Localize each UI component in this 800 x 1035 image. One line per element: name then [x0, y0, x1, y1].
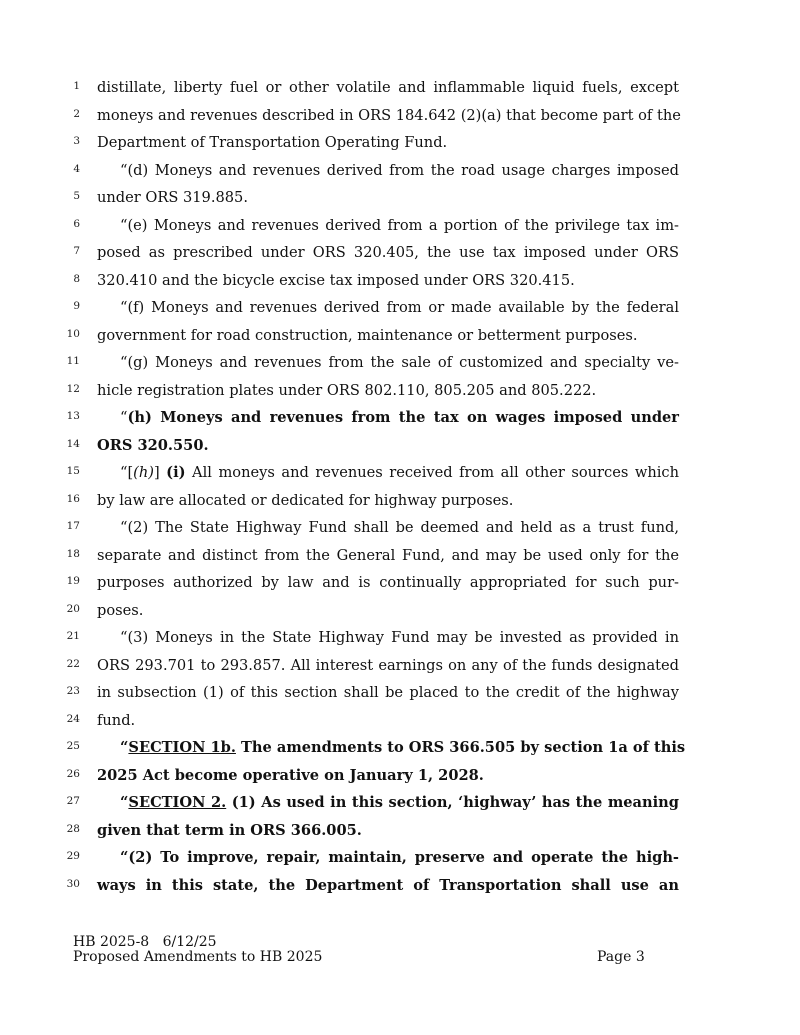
open-quote: “ — [120, 739, 129, 756]
line-number: 15 — [66, 465, 80, 477]
line-number: 30 — [66, 877, 80, 890]
page-number: Page 3 — [597, 949, 645, 965]
line-number: 5 — [73, 190, 80, 202]
bill-number: HB 2025-8 — [73, 934, 150, 950]
line — [0, 377, 800, 405]
line-text: Department of Transportation Operating Fund. — [97, 134, 448, 151]
line — [0, 322, 800, 350]
footer-date: 6/12/25 — [162, 934, 217, 950]
line-text: posed as prescribed under ORS 320.405, the use tax imposed under ORS — [97, 244, 679, 261]
section-text: The amendments to ORS 366.505 by section 1a of this — [235, 739, 686, 756]
deleted-text: (h) — [133, 464, 154, 481]
line-number: 7 — [73, 245, 80, 257]
line — [0, 404, 800, 432]
line-text — [120, 404, 679, 432]
line-number: 11 — [66, 355, 80, 367]
section-heading — [120, 789, 679, 817]
inserted-text: given that term in ORS 366.005. — [97, 821, 362, 839]
line-text: “(3) Moneys in the State Highway Fund may be invested as provided in — [120, 629, 679, 646]
section-heading — [120, 734, 686, 762]
line-text: “(d) Moneys and revenues derived from the road usage charges imposed — [120, 161, 679, 179]
line-text: moneys and revenues described in ORS 184.642 (2)(a) that become part of the — [97, 106, 681, 124]
line-text: separate and distinct from the General Fund, and may be used only for the — [97, 546, 679, 564]
line — [0, 597, 800, 625]
line — [0, 844, 800, 872]
line-number: 1 — [73, 80, 80, 92]
line — [0, 789, 800, 817]
line-number: 20 — [66, 602, 80, 615]
line-number: 6 — [73, 217, 80, 230]
line-text: “(f) Moneys and revenues derived from or made available by the federal — [120, 299, 679, 316]
line-text: “(e) Moneys and revenues derived from a portion of the privilege tax im- — [120, 216, 679, 234]
line — [0, 707, 800, 735]
line-text: poses. — [97, 601, 144, 619]
inserted-text: ORS 320.550. — [97, 436, 209, 454]
line — [0, 157, 800, 185]
footer-subtitle: Proposed Amendments to HB 2025 — [73, 949, 323, 965]
line — [0, 432, 800, 460]
line-text: hicle registration plates under ORS 802.110, 805.205 and 805.222. — [97, 381, 597, 399]
line-text: “(g) Moneys and revenues from the sale of customized and specialty ve- — [120, 354, 679, 371]
line-number: 21 — [66, 630, 80, 642]
line-text-rest: All moneys and revenues received from all other sources which — [185, 464, 679, 481]
line-number: 12 — [66, 382, 80, 395]
section-label: SECTION 1b. — [128, 739, 236, 756]
line — [0, 184, 800, 212]
line-number: 25 — [66, 740, 80, 752]
line-text: by law are allocated or dedicated for highway purposes. — [97, 491, 514, 509]
line-text — [120, 459, 679, 487]
line-number: 19 — [66, 575, 80, 587]
line-number: 28 — [66, 822, 80, 835]
line — [0, 239, 800, 267]
line-number: 24 — [66, 712, 80, 725]
line-number: 4 — [73, 162, 80, 175]
line-number: 22 — [66, 657, 80, 670]
inserted-text: “(2) To improve, repair, maintain, preserve and operate the high- — [120, 849, 679, 866]
line-text: fund. — [97, 711, 136, 729]
line-text: 320.410 and the bicycle excise tax imposed under ORS 320.415. — [97, 271, 575, 289]
line-number: 18 — [66, 547, 80, 560]
inserted-text: 2025 Act become operative on January 1, 2028. — [97, 766, 484, 784]
line-text: “(2) The State Highway Fund shall be deemed and held as a trust fund, — [120, 519, 679, 536]
line — [0, 624, 800, 652]
line-number: 13 — [66, 410, 80, 422]
line — [0, 267, 800, 295]
line — [0, 487, 800, 515]
footer-bill-line — [73, 935, 322, 950]
line — [0, 569, 800, 597]
line — [0, 652, 800, 680]
line — [0, 129, 800, 157]
document-body — [0, 74, 800, 899]
line-number: 16 — [66, 492, 80, 505]
line-number: 8 — [73, 272, 80, 285]
line-number: 17 — [66, 520, 80, 532]
line-number: 29 — [66, 850, 80, 862]
line — [0, 679, 800, 707]
line — [0, 102, 800, 130]
line-number: 2 — [73, 107, 80, 120]
inserted-text: ways in this state, the Department of Transportation shall use an — [97, 876, 679, 894]
line-number: 14 — [66, 437, 80, 450]
line — [0, 514, 800, 542]
line — [0, 294, 800, 322]
inserted-text: (h) Moneys and revenues from the tax on wages imposed under — [127, 409, 679, 426]
line-number: 3 — [73, 135, 80, 147]
line-text: government for road construction, maintenance or betterment purposes. — [97, 326, 638, 344]
line — [0, 872, 800, 900]
line-number: 23 — [66, 685, 80, 697]
line — [0, 817, 800, 845]
line — [0, 762, 800, 790]
line-text: purposes authorized by law and is continually appropriated for such pur- — [97, 574, 679, 591]
line — [0, 349, 800, 377]
open-quote: “ — [120, 409, 128, 426]
line-text: ORS 293.701 to 293.857. All interest earnings on any of the funds designated — [97, 656, 679, 674]
line-number: 10 — [66, 327, 80, 340]
line-number: 27 — [66, 795, 80, 807]
line — [0, 212, 800, 240]
line — [0, 542, 800, 570]
open-bracket: “[ — [120, 464, 134, 481]
line — [0, 459, 800, 487]
line-text: under ORS 319.885. — [97, 189, 248, 206]
section-label: SECTION 2. — [128, 794, 227, 811]
line — [0, 74, 800, 102]
close-bracket: ] — [153, 464, 167, 481]
line — [0, 734, 800, 762]
page-footer — [73, 935, 322, 965]
line-number: 9 — [73, 300, 80, 312]
inserted-text: (i) — [166, 464, 186, 481]
open-quote: “ — [120, 794, 129, 811]
line-text: distillate, liberty fuel or other volatile and inflammable liquid fuels, except — [97, 79, 679, 96]
line-number: 26 — [66, 767, 80, 780]
line-text: in subsection (1) of this section shall be placed to the credit of the highway — [97, 684, 679, 701]
section-text: (1) As used in this section, ‘highway’ has the meaning — [226, 794, 679, 811]
